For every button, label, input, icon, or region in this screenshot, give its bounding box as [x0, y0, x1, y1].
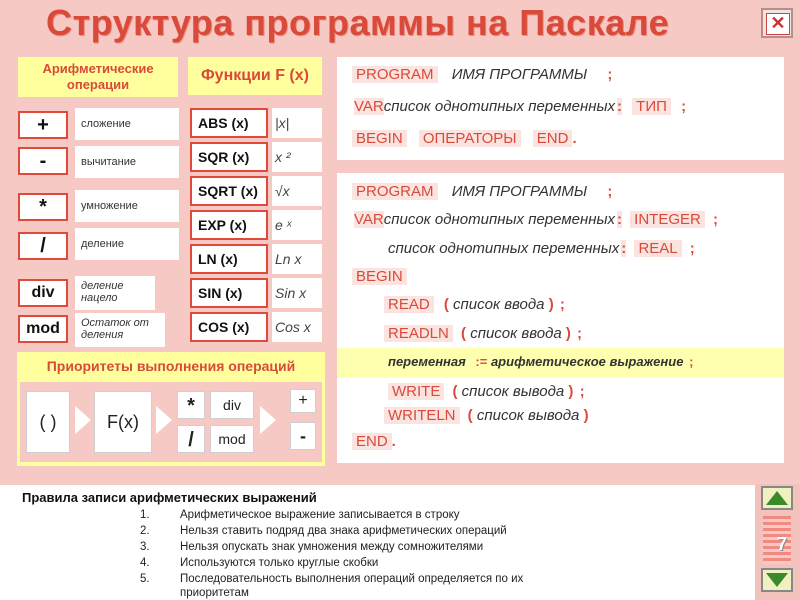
op-minus: - — [18, 147, 68, 175]
arrow-icon — [260, 406, 276, 434]
close-button[interactable] — [761, 8, 793, 38]
kw-write: WRITE — [388, 383, 444, 400]
fn-exp-math: e ˣ — [272, 210, 322, 240]
rule-text: Нельзя ставить подряд два знака арифметических операций — [180, 525, 507, 537]
prev-slide-button[interactable] — [761, 486, 793, 510]
code2-line8 — [388, 383, 585, 400]
op-minus-desc: вычитание — [75, 146, 179, 178]
code2-line3 — [388, 240, 695, 257]
colon: : — [621, 240, 627, 257]
fn-ln-math: Ln x — [272, 244, 322, 274]
fn-abs-math: |x| — [272, 108, 322, 138]
code2-line2 — [354, 211, 718, 228]
priority-mod: mod — [210, 425, 254, 453]
input-list: список ввода — [453, 296, 545, 313]
rule-item — [140, 509, 460, 521]
input-list: список ввода — [470, 325, 562, 342]
rule-item — [140, 587, 249, 599]
kw-begin: BEGIN — [352, 268, 407, 285]
triangle-up-icon — [763, 488, 791, 508]
kw-operators: ОПЕРАТОРЫ — [419, 130, 521, 147]
kw-program: PROGRAM — [352, 66, 438, 83]
priority-parens: ( ) — [26, 391, 70, 453]
rule-item — [140, 525, 507, 537]
priority-func: F(x) — [94, 391, 152, 453]
rule-number: 4. — [140, 557, 150, 569]
output-list: список вывода — [476, 407, 580, 424]
rparen: ) — [565, 325, 571, 342]
priority-plus: + — [290, 389, 316, 413]
fn-abs: ABS (x) — [190, 108, 268, 138]
var-list-2: список однотипных переменных — [388, 240, 620, 257]
kw-var: VAR — [354, 98, 384, 115]
priority-minus: - — [290, 422, 316, 450]
arrow-icon — [156, 406, 172, 434]
fn-cos-math: Cos x — [272, 312, 322, 342]
kw-end: END — [352, 433, 392, 450]
output-list: список вывода — [461, 383, 565, 400]
triangle-down-icon — [763, 570, 791, 590]
program-name: ИМЯ ПРОГРАММЫ — [451, 183, 588, 200]
code2-line1 — [352, 183, 612, 200]
op-plus-desc: сложение — [75, 108, 179, 140]
op-plus: + — [18, 111, 68, 139]
kw-program: PROGRAM — [352, 183, 438, 200]
semicolon: ; — [607, 66, 613, 83]
kw-begin: BEGIN — [352, 130, 407, 147]
funcs-header: Функции F (x) — [188, 57, 322, 95]
assign-var: переменная — [388, 354, 466, 369]
priority-div: div — [210, 391, 254, 419]
rparen: ) — [548, 296, 554, 313]
lparen: ( — [443, 296, 449, 313]
page-number: 7 — [776, 534, 787, 554]
code1-line2 — [354, 98, 686, 115]
code1-line3 — [352, 130, 577, 147]
var-list-1: список однотипных переменных — [383, 211, 615, 228]
rule-number: 2. — [140, 525, 150, 537]
priority-slash: / — [177, 425, 205, 453]
dot: . — [572, 130, 577, 147]
priority-section — [17, 352, 325, 466]
lparen: ( — [452, 383, 458, 400]
op-mul: * — [18, 193, 68, 221]
fn-sqrt-math: √x — [272, 176, 322, 206]
fn-sqr: SQR (x) — [190, 142, 268, 172]
fn-sin-math: Sin x — [272, 278, 322, 308]
rule-number: 1. — [140, 509, 150, 521]
semicolon: ; — [579, 383, 585, 400]
kw-type: ТИП — [632, 98, 671, 115]
semicolon: ; — [681, 98, 687, 115]
kw-readln: READLN — [384, 325, 453, 342]
assign-expr: арифметическое выражение — [490, 354, 684, 369]
kw-end: END — [533, 130, 573, 147]
priority-body — [20, 382, 322, 462]
rule-text: приоритетам — [180, 587, 249, 599]
rule-text: Используются только круглые скобки — [180, 557, 379, 569]
fn-ln: LN (x) — [190, 244, 268, 274]
code2-line7 — [388, 354, 693, 369]
semicolon: ; — [713, 211, 719, 228]
kw-read: READ — [384, 296, 434, 313]
rparen: ) — [583, 407, 589, 424]
lparen: ( — [467, 407, 473, 424]
op-div-slash-desc: деление — [75, 228, 179, 260]
code2-line6 — [384, 325, 582, 342]
op-div-desc: деление нацело — [75, 276, 155, 310]
rule-text: Арифметическое выражение записывается в строку — [180, 509, 460, 521]
rule-number: 3. — [140, 541, 150, 553]
code2-line4 — [352, 268, 407, 285]
colon: : — [617, 98, 622, 115]
code2-line9 — [384, 407, 589, 424]
assign-op: := — [475, 354, 488, 369]
code2-line5 — [384, 296, 565, 313]
close-icon: ✕ — [766, 13, 790, 35]
arrow-icon — [75, 406, 91, 434]
var-list: список однотипных переменных — [383, 98, 615, 115]
lparen: ( — [461, 325, 467, 342]
fn-sin: SIN (x) — [190, 278, 268, 308]
next-slide-button[interactable] — [761, 568, 793, 592]
rule-item — [140, 557, 378, 569]
rule-item — [140, 573, 523, 585]
fn-sqrt: SQRT (x) — [190, 176, 268, 206]
arith-header: Арифметические операции — [18, 57, 178, 97]
rule-number: 5. — [140, 573, 150, 585]
op-div-slash: / — [18, 232, 68, 260]
code1-line1 — [352, 66, 612, 83]
op-mod-desc: Остаток от деления — [75, 313, 165, 347]
semicolon: ; — [689, 354, 694, 369]
colon: : — [617, 211, 622, 228]
semicolon: ; — [577, 325, 583, 342]
priority-header: Приоритеты выполнения операций — [46, 358, 296, 374]
op-mul-desc: умножение — [75, 190, 179, 222]
rule-text: Последовательность выполнения операций определяется по их — [180, 573, 524, 585]
semicolon: ; — [559, 296, 565, 313]
kw-var: VAR — [354, 211, 384, 228]
dot: . — [391, 433, 396, 450]
code2-line10 — [352, 433, 396, 450]
kw-integer: INTEGER — [630, 211, 705, 228]
op-mod: mod — [18, 315, 68, 343]
fn-cos: COS (x) — [190, 312, 268, 342]
semicolon: ; — [607, 183, 613, 200]
fn-exp: EXP (x) — [190, 210, 268, 240]
rparen: ) — [568, 383, 574, 400]
slide-title: Структура программы на Паскале — [46, 2, 670, 43]
program-name: ИМЯ ПРОГРАММЫ — [451, 66, 588, 83]
rules-title: Правила записи арифметических выражений — [22, 490, 317, 505]
priority-mul: * — [177, 391, 205, 419]
fn-sqr-math: x ² — [272, 142, 322, 172]
semicolon: ; — [689, 240, 695, 257]
kw-real: REAL — [634, 240, 681, 257]
slide-nav — [755, 484, 800, 600]
kw-writeln: WRITELN — [384, 407, 460, 424]
op-div: div — [18, 279, 68, 307]
rule-item — [140, 541, 483, 553]
rule-text: Нельзя опускать знак умножения между сомножителями — [180, 541, 484, 553]
